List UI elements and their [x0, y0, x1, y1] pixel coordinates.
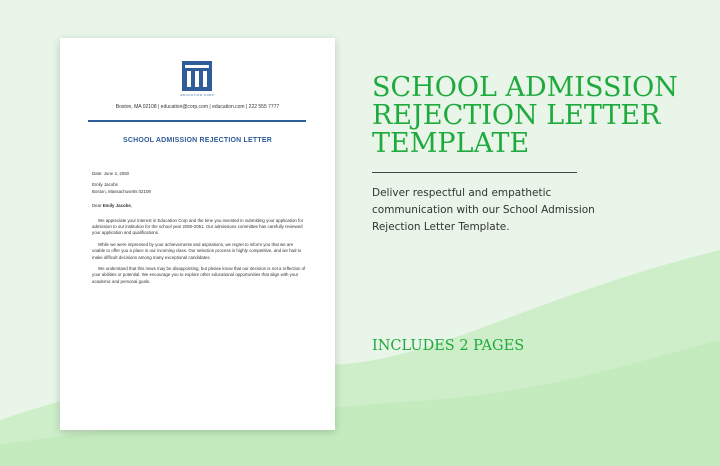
- building-logo-icon: [182, 61, 212, 91]
- heading-divider: [372, 172, 577, 173]
- letter-preview: [60, 38, 335, 430]
- logo-subtitle: EDUCATION CORP: [180, 93, 215, 97]
- paragraph-1: We appreciate your interest in Education Corp and the time you invested in submitting your application for admission to our institution for the school year 2050-2051. Our admissions committee has carefully reviewed your application and qualifications.: [92, 217, 304, 236]
- header-divider: [88, 120, 306, 122]
- paragraph-3: We understand that this news may be disappointing, but please know that our decision is not a reflection of your abilities or potential. We encourage you to explore other educational opportunities that align with your academic and personal goals.: [92, 266, 306, 284]
- letter-date: Date: June 2, 2050: [92, 171, 130, 176]
- letter-title: SCHOOL ADMISSION REJECTION LETTER: [123, 137, 272, 144]
- paragraph-2: While we were impressed by your achievements and aspirations, we regret to inform you that we are unable to offer you a place in our incoming class. Our selection process is highly competitive, and we had to make difficult decisions among many exceptional candidates.: [92, 241, 302, 260]
- letter-body: [92, 171, 307, 290]
- salutation-suffix: ,: [130, 203, 133, 209]
- recipient-address: Boston, Massachusetts 02108: [92, 188, 151, 194]
- salutation-prefix: Dear: [92, 203, 103, 209]
- recipient-block: [92, 182, 307, 195]
- salutation: [92, 203, 307, 209]
- pages-count: INCLUDES 2 PAGES: [372, 338, 525, 354]
- promo-heading: SCHOOL ADMISSION REJECTION LETTER TEMPLATE: [372, 72, 678, 159]
- contact-line: Boston, MA 02108 | education@corp.com | education.com | 222 555 7777: [115, 104, 280, 110]
- recipient-name: Emily Jacobs: [92, 182, 118, 188]
- promo-description: Deliver respectful and empathetic communication with our School Admission Rejection Letter Template.: [372, 187, 595, 233]
- salutation-name: Emily Jacobs: [102, 203, 131, 209]
